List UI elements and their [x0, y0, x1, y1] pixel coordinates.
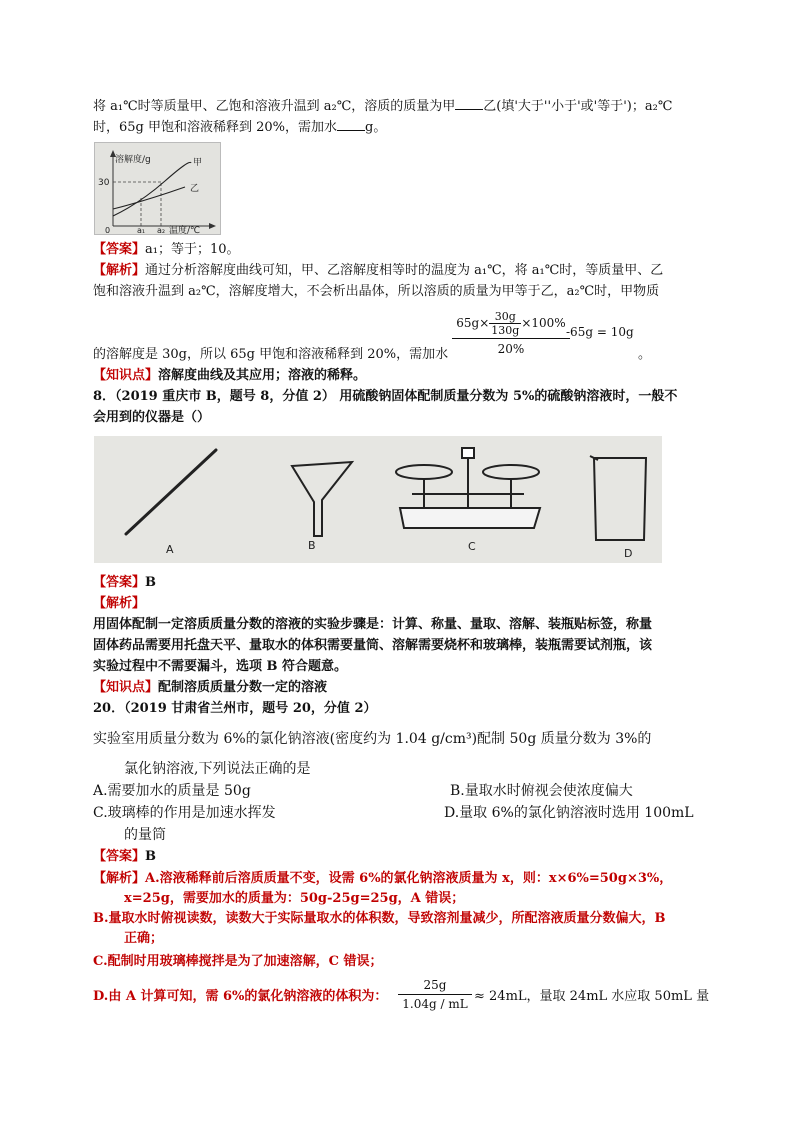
- instrument-figure: [94, 436, 662, 563]
- instrument-drawings: [94, 436, 662, 563]
- q7-analysis-3: 的溶解度是 30g，所以 65g 甲饱和溶液稀释到 20%，需加水: [93, 347, 449, 362]
- curve-label-yi: 乙: [190, 184, 200, 194]
- curve-label-jia: 甲: [193, 158, 203, 168]
- formula-result: -65g = 10g: [566, 325, 634, 339]
- x-axis-label: 温度/℃: [169, 226, 201, 234]
- origin-label: 0: [105, 226, 111, 234]
- solubility-graph: [94, 142, 221, 235]
- q20-option-c: C.玻璃棒的作用是加速水挥发: [93, 805, 276, 821]
- answer-blank: [455, 97, 483, 110]
- q7-analysis-1: 【解析】通过分析溶解度曲线可知，甲、乙溶解度相等时的温度为 a₁℃，将 a₁℃时，等质量甲、乙: [93, 263, 664, 278]
- balance-icon: [396, 448, 540, 528]
- dilution-formula: [452, 310, 642, 358]
- x-tick-a2: a₂: [157, 226, 166, 234]
- q8-stem-1: 8．（2019 重庆市 B，题号 8，分值 2） 用硫酸钠固体配制质量分数为 5%的硫酸钠溶液时，一般不: [93, 389, 678, 404]
- q20-analysis-c1: C.配制时用玻璃棒搅拌是为了加速溶解，C 错误；: [93, 954, 383, 969]
- glass-rod-icon: [126, 450, 216, 534]
- q20-option-d-cont: 的量筒: [124, 827, 166, 843]
- q8-stem-2: 会用到的仪器是（）: [93, 410, 211, 425]
- funnel-icon: [292, 462, 352, 536]
- q8-answer: 【答案】B: [93, 575, 157, 590]
- q20-analysis-d-tail: ≈ 24mL，量取 24mL 水应取 50mL 量: [474, 989, 710, 1004]
- q20-option-b: B.量取水时俯视会使浓度偏大: [450, 783, 633, 799]
- q8-analysis-3: 实验过程中不需要漏斗，选项 B 符合题意。: [93, 659, 348, 674]
- volume-fraction: [398, 978, 472, 1011]
- q7-line-2: 时，65g 甲饱和溶液稀释到 20%，需加水 g。: [93, 120, 387, 135]
- option-label-a: A: [166, 543, 174, 556]
- solubility-curve-chart: [95, 143, 220, 234]
- q20-stem-a: 实验室用质量分数为 6%的氯化钠溶液(密度约为 1.04 g/cm³)配制 50g 质量分数为 3%的: [93, 731, 652, 747]
- q20-stem-b: 氯化钠溶液,下列说法正确的是: [124, 761, 311, 777]
- beaker-icon: [590, 456, 646, 540]
- q20-analysis-b2: 正确；: [124, 931, 164, 946]
- formula-numerator: 65g× $\frac{30g}{130g}$ ×100%: [452, 310, 570, 339]
- formula-denominator: 20%: [497, 342, 525, 356]
- q7-analysis-2: 饱和溶液升温到 a₂℃，溶解度增大，不会析出晶体，所以溶质的质量为甲等于乙，a₂℃时，甲物质: [93, 284, 660, 299]
- q7-answer: 【答案】a₁；等于；10。: [93, 242, 240, 257]
- q20-analysis-a1: 【解析】A.溶液稀释前后溶质质量不变，设需 6%的氯化钠溶液质量为 x，则：x×6%=50g×3%，: [93, 871, 673, 886]
- volume-fraction-num: 25g: [398, 978, 472, 995]
- q7-end-mark: 。: [638, 347, 652, 362]
- q20-answer: 【答案】B: [93, 849, 157, 864]
- option-label-c: C: [468, 540, 476, 553]
- q20-option-d: D.量取 6%的氯化钠溶液时选用 100mL: [444, 805, 694, 821]
- curve-yi: [113, 187, 185, 209]
- q7-knowledge-point: 【知识点】溶解度曲线及其应用；溶液的稀释。: [93, 368, 367, 383]
- y-tick-30: 30: [98, 178, 110, 188]
- q8-analysis-1: 用固体配制一定溶质质量分数的溶液的实验步骤是：计算、称量、量取、溶解、装瓶贴标签，称量: [93, 617, 653, 632]
- y-axis-label: 溶解度/g: [115, 155, 151, 165]
- q8-knowledge-point: 【知识点】配制溶质质量分数一定的溶液: [93, 680, 328, 695]
- option-label-b: B: [308, 539, 316, 552]
- q8-analysis-2: 固体药品需要用托盘天平、量取水的体积需要量筒、溶解需要烧杯和玻璃棒，装瓶需要试剂瓶，该: [93, 638, 653, 653]
- q20-analysis-b1: B.量取水时俯视读数，读数大于实际量取水的体积数，导致溶剂量减少，所配溶液质量分数偏大，B: [93, 911, 666, 926]
- q20-option-a: A.需要加水的质量是 50g: [93, 783, 251, 799]
- q20-header: 20．（2019 甘肃省兰州市，题号 20，分值 2）: [93, 701, 377, 716]
- q20-analysis-a2: x=25g，需要加水的质量为：50g-25g=25g，A 错误；: [124, 891, 465, 906]
- option-label-d: D: [624, 547, 633, 560]
- volume-fraction-den: 1.04g / mL: [402, 997, 468, 1011]
- q7-line-1: 将 a₁℃时等质量甲、乙饱和溶液升温到 a₂℃，溶质的质量为甲 乙(填'大于''小于'或'等于')；a₂℃: [93, 99, 673, 114]
- q20-analysis-d: D.由 A 计算可知，需 6%的氯化钠溶液的体积为：: [93, 989, 388, 1004]
- x-tick-a1: a₁: [137, 226, 146, 234]
- q8-analysis-tag: 【解析】: [93, 596, 146, 611]
- answer-blank: [337, 118, 365, 131]
